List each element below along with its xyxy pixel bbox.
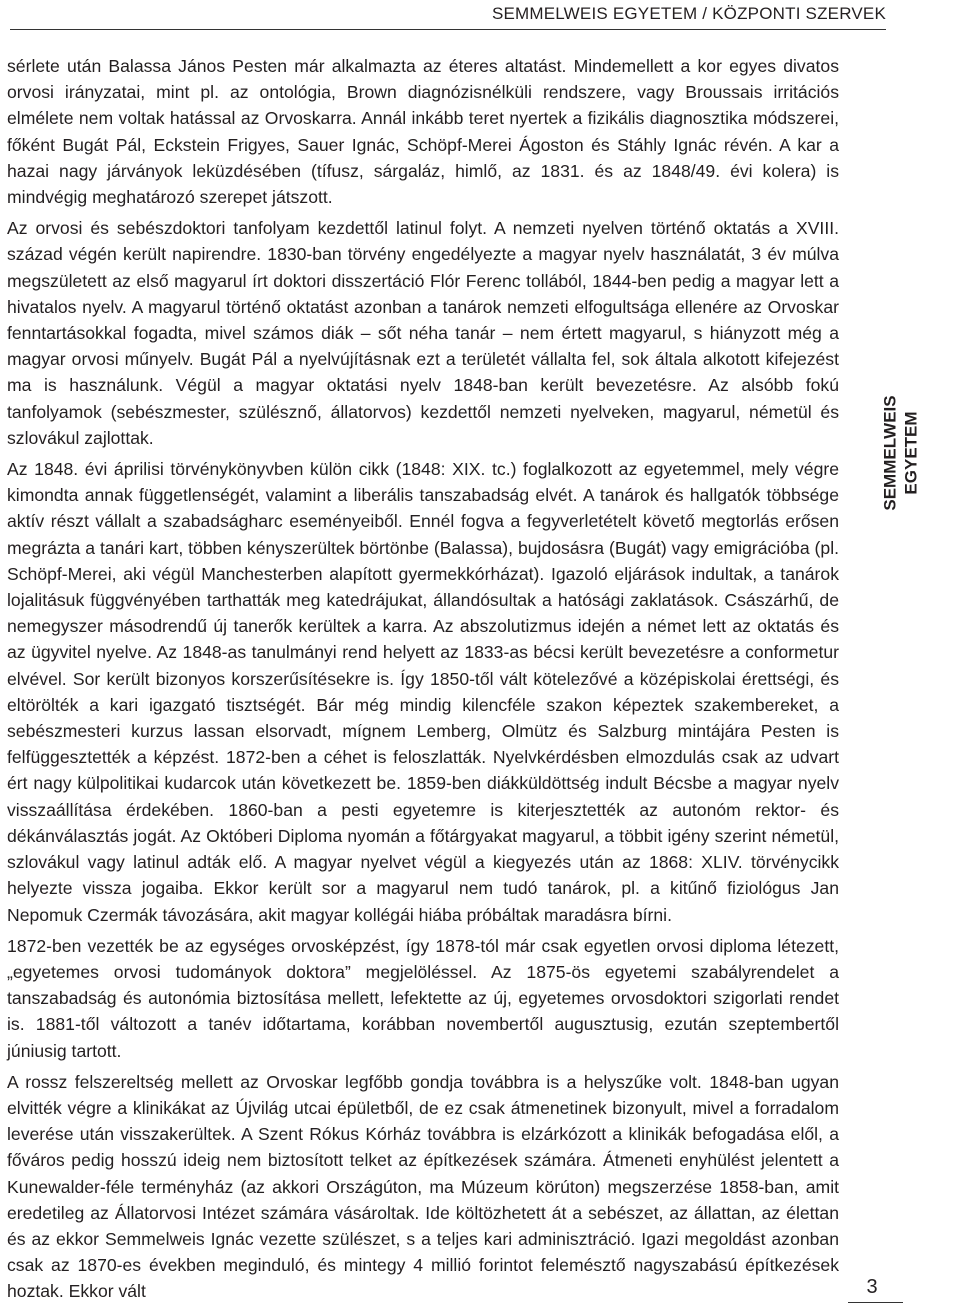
footer-divider bbox=[848, 1302, 903, 1303]
paragraph-5: A rossz felszereltség mellett az Orvoskar legfőbb gondja továbbra is a helyszűke volt. 1848-ban ugyan elvitték végre a klinikákat az Újvilág utcai épületből, de ez csak átmenetinek bizonyult, mivel a forradalom leverése után visszakerültek. A Szent Rókus Kórház továbbra is elzárkózott a klinikák befogadása elől, a főváros pedig hosszú ideig nem biztosított telket az építkezések számára. Átmeneti enyhülést jelentett a Kunewalder-féle terményház (az akkori Országúton, ma Múzeum körúton) megszerzése 1858-ban, amit eredetileg az Állatorvosi Intézet számára vásároltak. Ide költözhetett át a sebészet, az állattan, az élettan és az ekkor Semmelweis Ignác vezette szülészet, s a teljes kari adminisztráció. Igazi megoldást azonban csak az 1870-es években meginduló, és mintegy 4 millió forintot felemésztő nagyszabású építkezések hoztak. Ekkor vált bbox=[7, 1071, 839, 1302]
side-tab-line-2: EGYETEM bbox=[901, 410, 921, 495]
paragraph-3: Az 1848. évi áprilisi törvénykönyvben külön cikk (1848: XIX. tc.) foglalkozott az egyetemmel, mely végre kimondta annak függetlenségét, valamint a liberális tanszabadság elvét. A tanárok és hallgatók többsége aktív részt vállalt a szabadságharc eseményeiből. Ennél fogva a fegyverletételt követő megtorlás erősen megrázta a tanári kart, többen kényszerültek börtönbe (Balassa), bujdosásra (Bugát) vagy emigrációba (pl. Schöpf-Merei, aki végül Manchesterben alapított gyermekkórházat). Igazoló eljárások indultak, a tanárok lojalitásuk függvényében tarthatták meg katedrájukat, állandósultak a hatósági zaklatások. Császárhű, de nemegyszer másodrendű új tanerők kerültek a karra. Az abszolutizmus idején a német lett az oktatás és az ügyvitel nyelve. Az 1848-as tanulmányi rend helyett az 1833-as bécsi került bevezetésre a conformetur elvével. Sor került bizonyos korszerűsítésekre is. Így 1850-től vált kötelezővé a középiskolai érettségi, és eltörölték a kari igazgató tisztségét. Bár még mindig kilencféle szakon képeztek szakembereket, a sebészmesteri kurzus lassan elsorvadt, mígnem Lemberg, Olmütz és Salzburg mintájára Pesten is felfüggesztették a képzést. 1872-ben a céhet is feloszlatták. Nyelvkérdésben elmozdulás csak az udvart ért nagy külpolitikai kudarcok után következett be. 1859-ben diákküldöttség indult Bécsbe a magyar nyelv visszaállítása érdekében. 1860-ban a pesti egyetemre is kiterjesztették az autonóm rektor- és dékánválasztás jogát. Az Októberi Diploma nyomán a főtárgyakat magyarul, a többit igény szerint németül, szlovákul vagy latinul adták elő. A magyar nyelvet végül a kiegyezés után az 1868: XLIV. törvénycikk helyezte vissza jogaiba. Ekkor került sor a magyarul nem tudó tanárok, pl. a kitűnő fiziológus Jan Nepomuk Czermák távozására, akit magyar kollégái hiába próbáltak maradásra bírni. bbox=[7, 459, 839, 925]
side-tab-label bbox=[880, 395, 922, 510]
page-body bbox=[7, 53, 839, 1305]
running-header: SEMMELWEIS EGYETEM / KÖZPONTI SZERVEK bbox=[491, 4, 886, 23]
paragraph-1: sérlete után Balassa János Pesten már alkalmazta az éteres altatást. Mindemellett a kor egyes divatos orvosi irányzatai, mint pl. az ontológia, Brown diagnózisnélküli rendszere, vagy Broussais irritációs elmélete nem voltak hatással az Orvoskarra. Annál inkább teret nyertek a fizikális diagnosztika módszerei, főként Bugát Pál, Eckstein Frigyes, Sauer Ignác, Schöpf-Merei Ágoston és Stáhly Ignác révén. A kar a hazai nagy járványok leküzdésében (tífusz, sárgaláz, himlő, az 1831. és az 1848/49. évi kolera) is mindvégig meghatározó szerepet játszott. bbox=[7, 56, 839, 208]
header-divider bbox=[10, 29, 886, 30]
paragraph-4: 1872-ben vezették be az egységes orvosképzést, így 1878-tól már csak egyetlen orvosi diploma létezett, „egyetemes orvosi tudományok doktora” megjelöléssel. Az 1875-ös egyetemi szabályrendelet a tanszabadság és autonómia biztosítása mellett, lefektette az új, egyetemes orvosdoktori szigorlati rendet is. 1881-től változott a tanév időtartama, korábban novembertől augusztusig, ezután szeptembertől júniusig tartott. bbox=[7, 935, 839, 1061]
paragraph-2: Az orvosi és sebészdoktori tanfolyam kezdettől latinul folyt. A nemzeti nyelven történő oktatás a XVIII. század végén került napirendre. 1830-ban törvény engedélyezte a magyar nyelv használatát, 3 év múlva megszületett az első magyarul írt doktori disszertáció Flór Ferenc tollából, 1844-ben pedig a magyar lett a hivatalos nyelv. A magyarul történő oktatást azonban a tanárok nemzeti elfogultsága ellenére az Orvoskar fenntartásokkal fogadta, mivel számos diák – sőt néha tanár – nem értett magyarul, s hiányzott még a magyar orvosi műnyelv. Bugát Pál a nyelvújításnak ezt a területét vállalta fel, sok általa alkotott kifejezést ma is használunk. Végül a magyar oktatási nyelv 1848-ban került bevezetésre. Az alsóbb fokú tanfolyamok (sebészmester, szülésznő, állatorvos) kezdettől nemzeti nyelveken, magyarul, németül és szlovákul zajlottak. bbox=[7, 218, 839, 448]
side-tab-line-1: SEMMELWEIS bbox=[880, 394, 900, 511]
page-number: 3 bbox=[866, 1276, 878, 1298]
side-tab bbox=[853, 395, 948, 510]
